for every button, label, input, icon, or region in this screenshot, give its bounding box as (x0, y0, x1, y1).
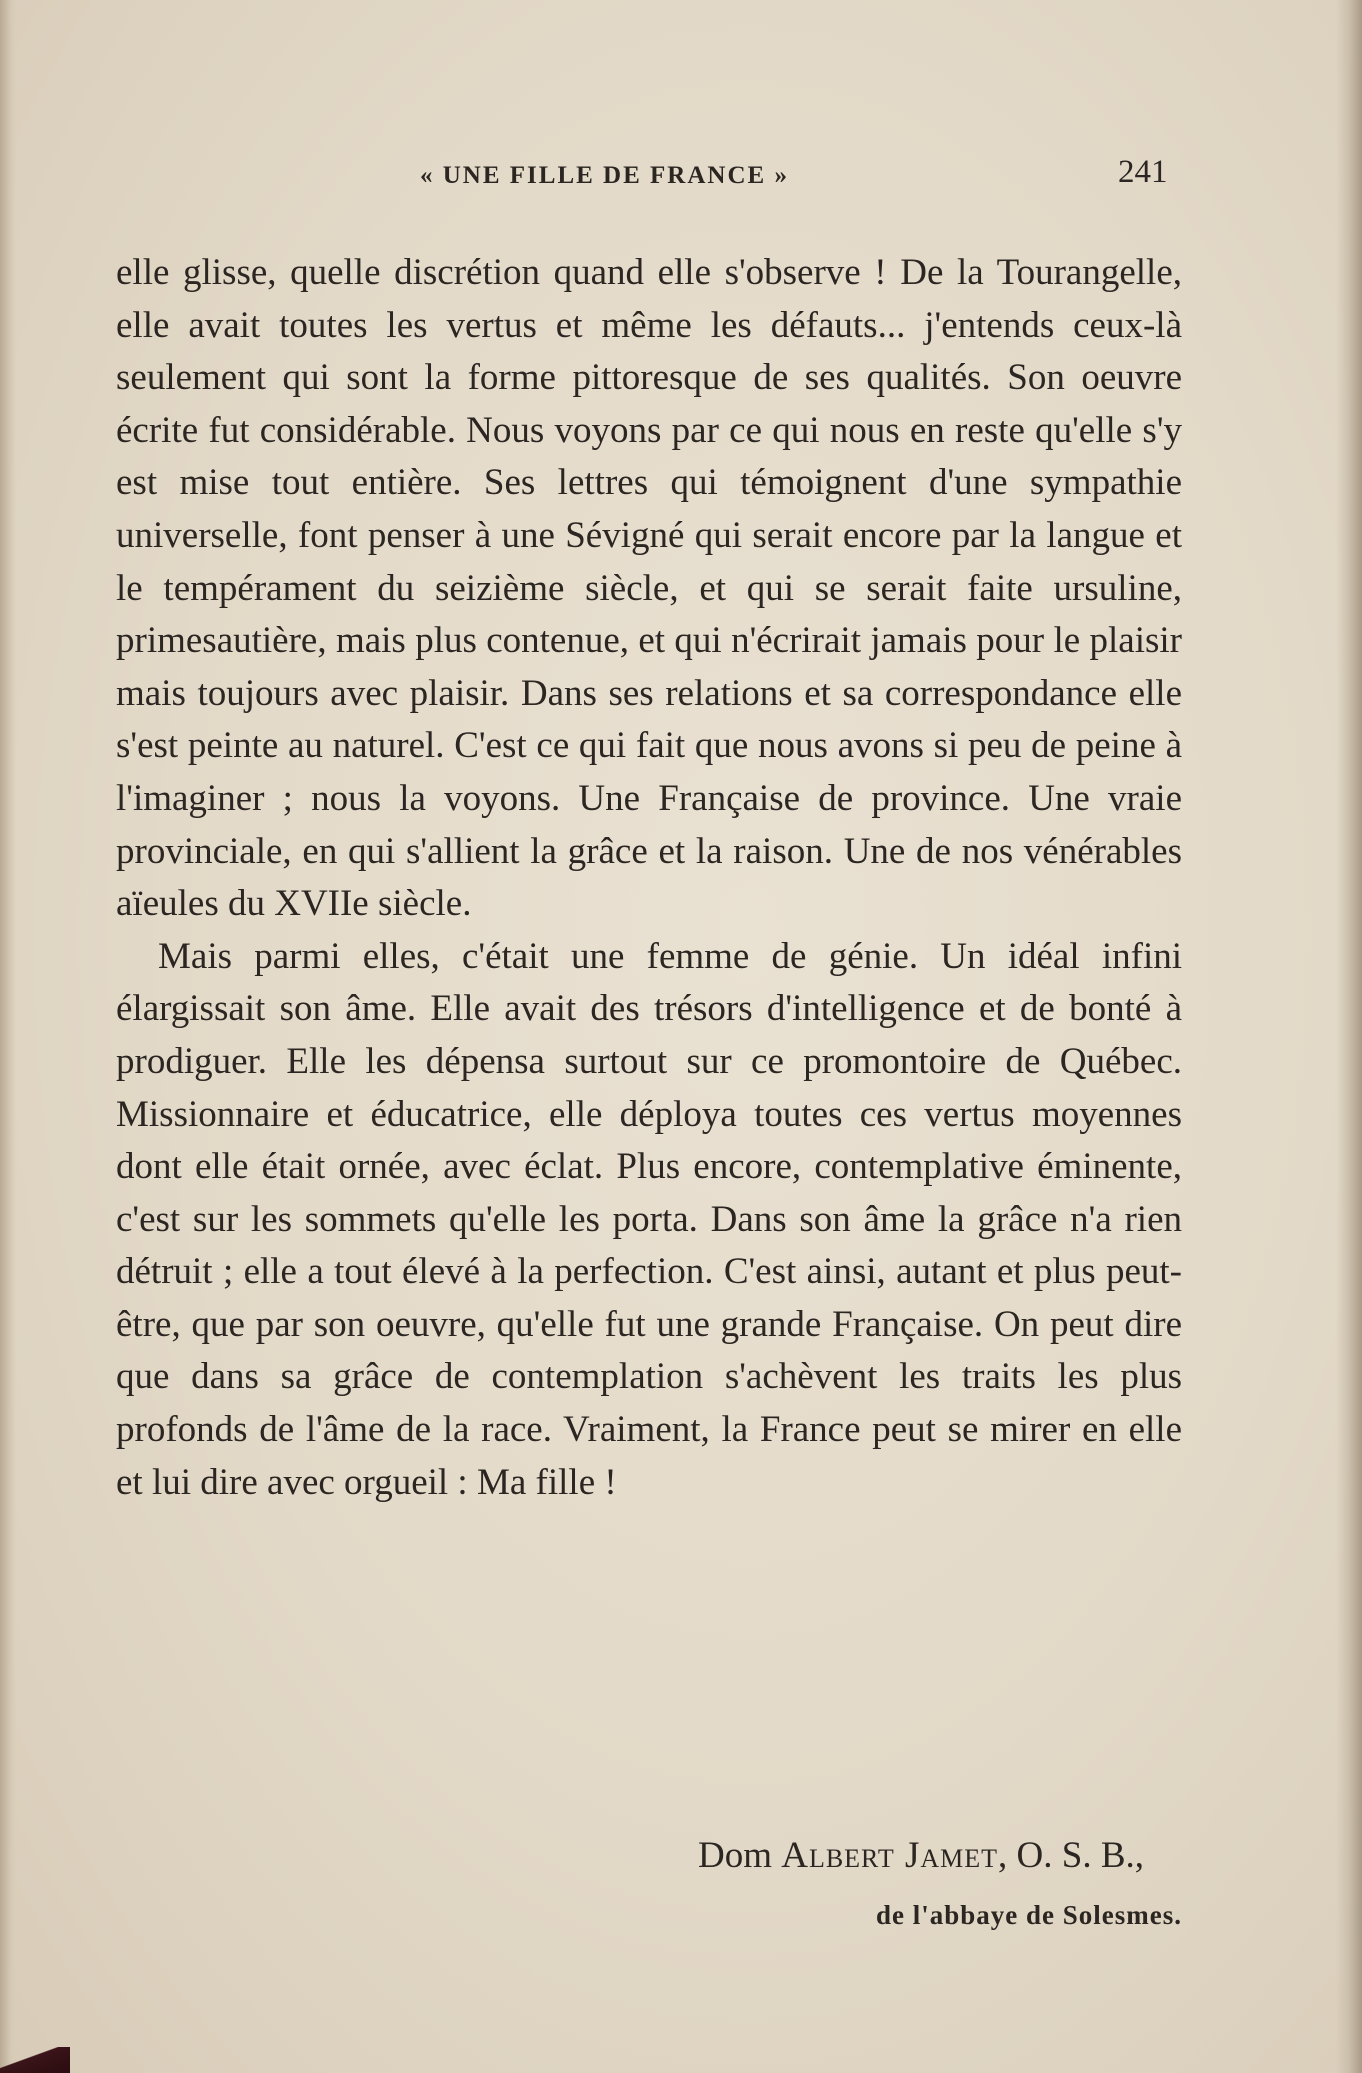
signature-affiliation: de l'abbaye de Solesmes. (875, 1900, 1182, 1930)
signature-name (698, 1835, 1144, 1876)
signature-prefix: Dom (697, 1835, 782, 1876)
body-text (116, 247, 1182, 1509)
signature-author: Albert Jamet (781, 1835, 999, 1876)
page-number: 241 (1118, 154, 1168, 190)
page-header (0, 154, 1362, 202)
page-left-edge (0, 0, 16, 2073)
binding-corner (0, 2047, 70, 2073)
page-right-edge (1336, 0, 1362, 2073)
signature (698, 1834, 1144, 1877)
running-title: « UNE FILLE DE FRANCE » (420, 162, 789, 189)
paragraph-2: Mais parmi elles, c'était une femme de génie. Un idéal infini élargissait son âme. Elle avait des trésors d'intelligence et de bonté à prodiguer. Elle les dépensa surtout sur ce promontoire de Québec. Missionnaire et éducatrice, elle déploya toutes ces vertus moyennes dont elle était ornée, avec éclat. Plus encore, contemplative éminente, c'est sur les sommets qu'elle les porta. Dans son âme la grâce n'a rien détruit ; elle a tout élevé à la perfection. C'est ainsi, autant et plus peut-être, que par son oeuvre, qu'elle fut une grande Française. On peut dire que dans sa grâce de contemplation s'achèvent les traits les plus profonds de l'âme de la race. Vraiment, la France peut se mirer en elle et lui dire avec orgueil : Ma fille ! (116, 935, 1182, 1503)
paragraph-1: elle glisse, quelle discrétion quand elle s'observe ! De la Tourangelle, elle avait toutes les vertus et même les défauts... j'entends ceux-là seulement qui sont la forme pittoresque de ses qualités. Son oeuvre écrite fut considérable. Nous voyons par ce qui nous en reste qu'elle s'y est mise tout entière. Ses lettres qui témoignent d'une sympathie universelle, font penser à une Sévigné qui serait encore par la langue et le tempérament du seizième siècle, et qui se serait faite ursuline, primesautière, mais plus contenue, et qui n'écrirait jamais pour le plaisir mais toujours avec plaisir. Dans ses relations et sa correspondance elle s'est peinte au naturel. C'est ce qui fait que nous avons si peu de peine à l'imaginer ; nous la voyons. Une Française de province. Une vraie provinciale, en qui s'allient la grâce et la raison. Une de nos vénérables aïeules du XVIIe siècle. (116, 252, 1182, 925)
signature-suffix: , O. S. B., (998, 1835, 1144, 1876)
